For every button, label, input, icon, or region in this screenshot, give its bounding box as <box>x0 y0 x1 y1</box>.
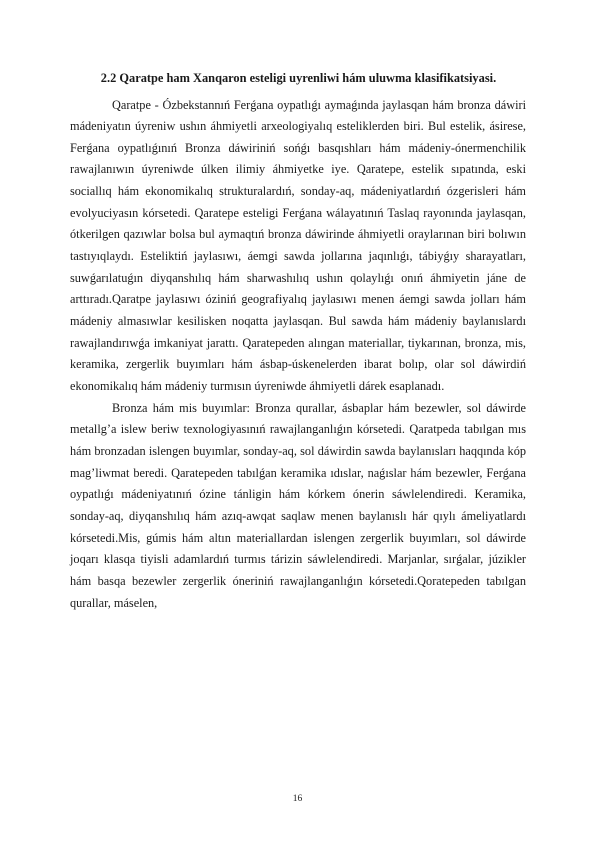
body-text <box>70 95 526 615</box>
section-heading: 2.2 Qaratpe ham Xanqaron esteligi uyrenliwi hám uluwma klasifikatsiyasi. <box>100 71 497 85</box>
paragraph-qaratpe-overview: Qaratpe - Ózbekstannıń Ferǵana oypatlıǵı aymaǵında jaylasqan hám bronza dáwiri mádeniyatın úyreniw ushın áhmiyetli arxeologiyalıq esteliklerden biri. Bul estelik, ásirese, Ferǵana oypatlıǵınıń Bronza dáwiriniń sońǵı basqıshları hám mádeniy-ónermenchilik rawajlanıwın úyreniwde úlken ilimiy áhmiyetke iye. Qaratepe, estelik sıpatında, eski sociallıq hám ekonomikalıq strukturalardıń, sonday-aq, mádeniyatlardıń ózgerisleri hám evolyuciyasın kórsetedi. Qaratepe esteligi Ferǵana wálayatınıń Taslaq rayonında jaylasqan, ótkerilgen qazıwlar bolsa bul aymaqtıń bronza dáwirinde áhmiyetli oraylarınan biri bolıwın tastıyıqlaydı. Esteliktiń jaylasıwı, áemgi sawda jollarına jaqınlıǵı, tábiyǵıy sharayatları, suwǵarılatuǵın diyqanshılıq hám sharwashılıq ushın qolaylıǵı onıń áhmiyetin jáne de arttıradı.Qaratpe jaylasıwı óziniń geografiyalıq jaylasıwı menen áemgi sawda jolları hám mádeniy almasıwlar kesilisken noqatta jaylasqan. Bul sawda hám mádeniy baylanıslardı rawajlandırıwǵa imkaniyat jarattı. Qaratepeden alıngan materiallar, tiykarınan, bronza, mis, keramika, zergerlik buyımları hám ásbap-úskenelerden ibarat bolıp, olar sol dáwirdiń ekonomikalıq hám mádeniy turmısın úyreniwde áhmiyetli dárek esaplanadı. <box>70 97 526 394</box>
page-number: 16 <box>292 794 303 804</box>
paragraph-bronze-artifacts: Bronza hám mis buyımlar: Bronza qurallar, ásbaplar hám bezewler, sol dáwirde metallg’a islew beriw texnologiyasınıń rawajlanganlıǵın kórsetedi. Qaratpeda tabılgan mıs hám bronzadan islengen buyımlar, sonday-aq, sol dáwirdin sawda baylanısları haqqında kóp mag’liwmat beredi. Qaratepeden tabılǵan keramika ıdıslar, naǵıslar hám bezewler, Ferǵana oypatlıǵı mádeniyatınıń ózine tánligin hám kórkem ónerin sáwlelendiredi. Keramika, sonday-aq, diyqanshılıq hám azıq-awqat saqlaw menen baylanıslı hár qıylı ámeliyatlardı kórsetedi.Mis, gúmis hám altın materiallardan islengen zergerlik buyımları, sol dáwirde joqarı klasqa tiyisli adamlardıń turmıs tárizin sáwlelendiredi. Marjanlar, sırǵalar, júzikler hám basqa bezewler zergerlik óneriniń rawajlanganlıǵın kórsetedi.Qoratepeden tabılgan qurallar, máselen, <box>70 400 526 610</box>
